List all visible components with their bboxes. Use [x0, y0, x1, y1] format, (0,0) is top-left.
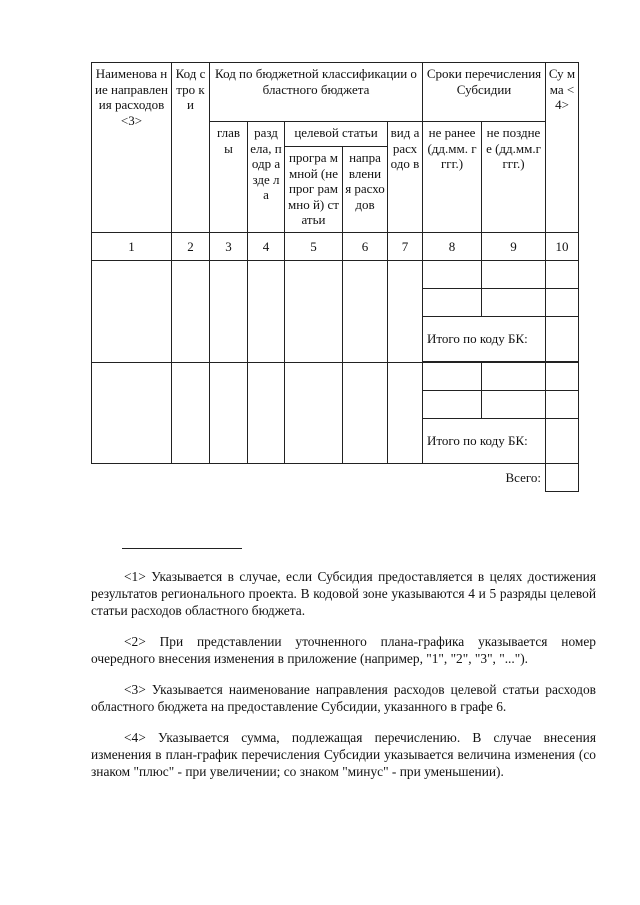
footnote-2: <2> При представлении уточненного плана-графика указывается номер очередного внесения изменения в приложение (например, "1", "2", "3", "..."). [91, 634, 596, 666]
header-row-code: Код стро ки [172, 63, 210, 233]
table-cell [92, 261, 172, 363]
column-numbers-row [92, 233, 579, 261]
subsidy-schedule-table [91, 62, 579, 492]
subtotal-sum-cell [546, 419, 579, 464]
column-number: 5 [285, 233, 343, 261]
table-cell [423, 391, 482, 419]
header-sum: Су мма <4> [546, 63, 579, 233]
footnote-separator [122, 548, 242, 549]
column-number: 2 [172, 233, 210, 261]
header-transfer-terms: Сроки перечисления Субсидии [423, 63, 546, 122]
table-cell [546, 363, 579, 391]
table-cell [210, 363, 248, 464]
total-label: Всего: [505, 470, 541, 485]
table-cell [172, 363, 210, 464]
subtotal-label: Итого по коду БК: [423, 317, 546, 362]
header-bk-code: Код по бюджетной классификации областного бюджета [210, 63, 423, 122]
total-row [92, 464, 579, 492]
table-row [92, 261, 579, 289]
table-cell [482, 363, 546, 391]
table-cell [546, 391, 579, 419]
column-number: 8 [423, 233, 482, 261]
footnote-1: <1> Указывается в случае, если Субсидия предоставляется в целях достижения результатов регионального проекта. В кодовой зоне указываются 4 и 5 разряды целевой статьи расходов областного бюджета. [91, 569, 596, 618]
table-cell [210, 261, 248, 363]
subtotal-label: Итого по коду БК: [423, 419, 546, 464]
total-sum-cell [546, 464, 579, 492]
header-program-article: програ ммной (непрог раммно й) статьи [285, 147, 343, 233]
table-cell [482, 391, 546, 419]
header-not-later: не позднее (дд.мм.г ггг.) [482, 122, 546, 233]
footnote-4: <4> Указывается сумма, подлежащая перечислению. В случае внесения изменения в план-график перечисления Субсидии указывается величина изменения (со знаком "плюс" - при увеличении; со знаком "минус" - при уменьшении). [91, 730, 596, 779]
column-number: 1 [92, 233, 172, 261]
column-number: 7 [388, 233, 423, 261]
table-cell [546, 261, 579, 289]
header-not-earlier: не ранее (дд.мм. гггг.) [423, 122, 482, 233]
table-cell [423, 363, 482, 391]
table-cell [546, 289, 579, 317]
column-number: 4 [248, 233, 285, 261]
table-row [92, 363, 579, 391]
table-cell [482, 261, 546, 289]
footnote-3: <3> Указывается наименование направления расходов целевой статьи расходов областного бюджета на предоставление Субсидии, указанного в графе 6. [91, 682, 596, 714]
header-section: разд ела, подр азде ла [248, 122, 285, 233]
header-target-article: целевой статьи [285, 122, 388, 147]
footnotes [91, 568, 596, 794]
table-cell [388, 261, 423, 363]
header-chapter: глав ы [210, 122, 248, 233]
subtotal-sum-cell [546, 317, 579, 362]
table-cell [285, 363, 343, 464]
column-number: 10 [546, 233, 579, 261]
column-number: 9 [482, 233, 546, 261]
column-number: 3 [210, 233, 248, 261]
header-expense-type: вид а расх одо в [388, 122, 423, 233]
table-cell [423, 261, 482, 289]
column-number: 6 [343, 233, 388, 261]
header-name: Наименова ние направлен ия расходов <3> [92, 63, 172, 233]
table-cell [482, 289, 546, 317]
table-cell [343, 261, 388, 363]
table-cell [172, 261, 210, 363]
table-cell [388, 363, 423, 464]
header-expense-direction: напра влени я расхо дов [343, 147, 388, 233]
table-cell [285, 261, 343, 363]
table-cell [248, 261, 285, 363]
table-cell [423, 289, 482, 317]
table-cell [248, 363, 285, 464]
table-cell [343, 363, 388, 464]
table-cell [92, 363, 172, 464]
